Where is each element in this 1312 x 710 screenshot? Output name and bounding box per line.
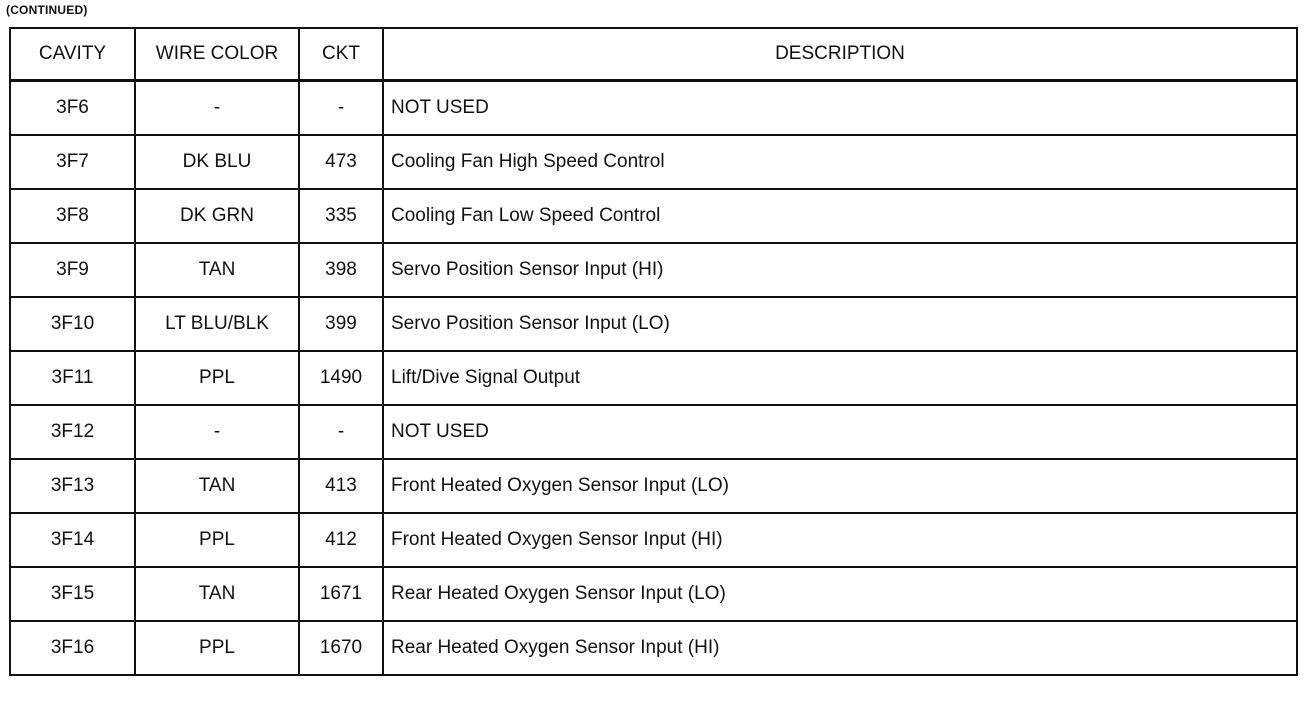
cell-cavity: 3F12 — [10, 405, 135, 459]
cell-description: Front Heated Oxygen Sensor Input (HI) — [383, 513, 1297, 567]
cell-wire-color: TAN — [135, 243, 299, 297]
column-header-wire-color: WIRE COLOR — [135, 28, 299, 81]
cell-cavity: 3F9 — [10, 243, 135, 297]
cell-ckt: 1671 — [299, 567, 383, 621]
cell-cavity: 3F10 — [10, 297, 135, 351]
cell-ckt: 473 — [299, 135, 383, 189]
column-header-description: DESCRIPTION — [383, 28, 1297, 81]
cell-description: Cooling Fan Low Speed Control — [383, 189, 1297, 243]
cell-description: Cooling Fan High Speed Control — [383, 135, 1297, 189]
cell-cavity: 3F14 — [10, 513, 135, 567]
cell-description: NOT USED — [383, 405, 1297, 459]
cell-wire-color: TAN — [135, 567, 299, 621]
table-row — [10, 513, 1297, 567]
table-row — [10, 135, 1297, 189]
cell-description: Rear Heated Oxygen Sensor Input (LO) — [383, 567, 1297, 621]
cell-ckt: 413 — [299, 459, 383, 513]
column-header-cavity: CAVITY — [10, 28, 135, 81]
cell-cavity: 3F11 — [10, 351, 135, 405]
connector-pinout-table — [9, 27, 1298, 676]
table-header-row — [10, 28, 1297, 81]
cell-description: Front Heated Oxygen Sensor Input (LO) — [383, 459, 1297, 513]
table-row — [10, 621, 1297, 675]
cell-wire-color: TAN — [135, 459, 299, 513]
cell-wire-color: - — [135, 81, 299, 136]
cell-wire-color: DK GRN — [135, 189, 299, 243]
table-row — [10, 243, 1297, 297]
cell-ckt: 398 — [299, 243, 383, 297]
cell-description: Rear Heated Oxygen Sensor Input (HI) — [383, 621, 1297, 675]
table-row — [10, 405, 1297, 459]
cell-ckt: 412 — [299, 513, 383, 567]
table-row — [10, 459, 1297, 513]
cell-ckt: - — [299, 405, 383, 459]
cell-cavity: 3F8 — [10, 189, 135, 243]
table-row — [10, 81, 1297, 136]
cell-cavity: 3F7 — [10, 135, 135, 189]
cell-ckt: - — [299, 81, 383, 136]
cell-wire-color: LT BLU/BLK — [135, 297, 299, 351]
column-header-ckt: CKT — [299, 28, 383, 81]
cell-description: NOT USED — [383, 81, 1297, 136]
table-row — [10, 351, 1297, 405]
cell-cavity: 3F6 — [10, 81, 135, 136]
cell-wire-color: - — [135, 405, 299, 459]
cell-wire-color: PPL — [135, 351, 299, 405]
cell-cavity: 3F15 — [10, 567, 135, 621]
table-row — [10, 567, 1297, 621]
continued-note: (CONTINUED) — [6, 3, 88, 17]
cell-cavity: 3F13 — [10, 459, 135, 513]
cell-ckt: 1490 — [299, 351, 383, 405]
cell-ckt: 335 — [299, 189, 383, 243]
table-row — [10, 297, 1297, 351]
cell-ckt: 399 — [299, 297, 383, 351]
cell-cavity: 3F16 — [10, 621, 135, 675]
cell-ckt: 1670 — [299, 621, 383, 675]
cell-description: Servo Position Sensor Input (HI) — [383, 243, 1297, 297]
cell-wire-color: PPL — [135, 513, 299, 567]
cell-description: Servo Position Sensor Input (LO) — [383, 297, 1297, 351]
cell-wire-color: PPL — [135, 621, 299, 675]
cell-description: Lift/Dive Signal Output — [383, 351, 1297, 405]
cell-wire-color: DK BLU — [135, 135, 299, 189]
table-row — [10, 189, 1297, 243]
